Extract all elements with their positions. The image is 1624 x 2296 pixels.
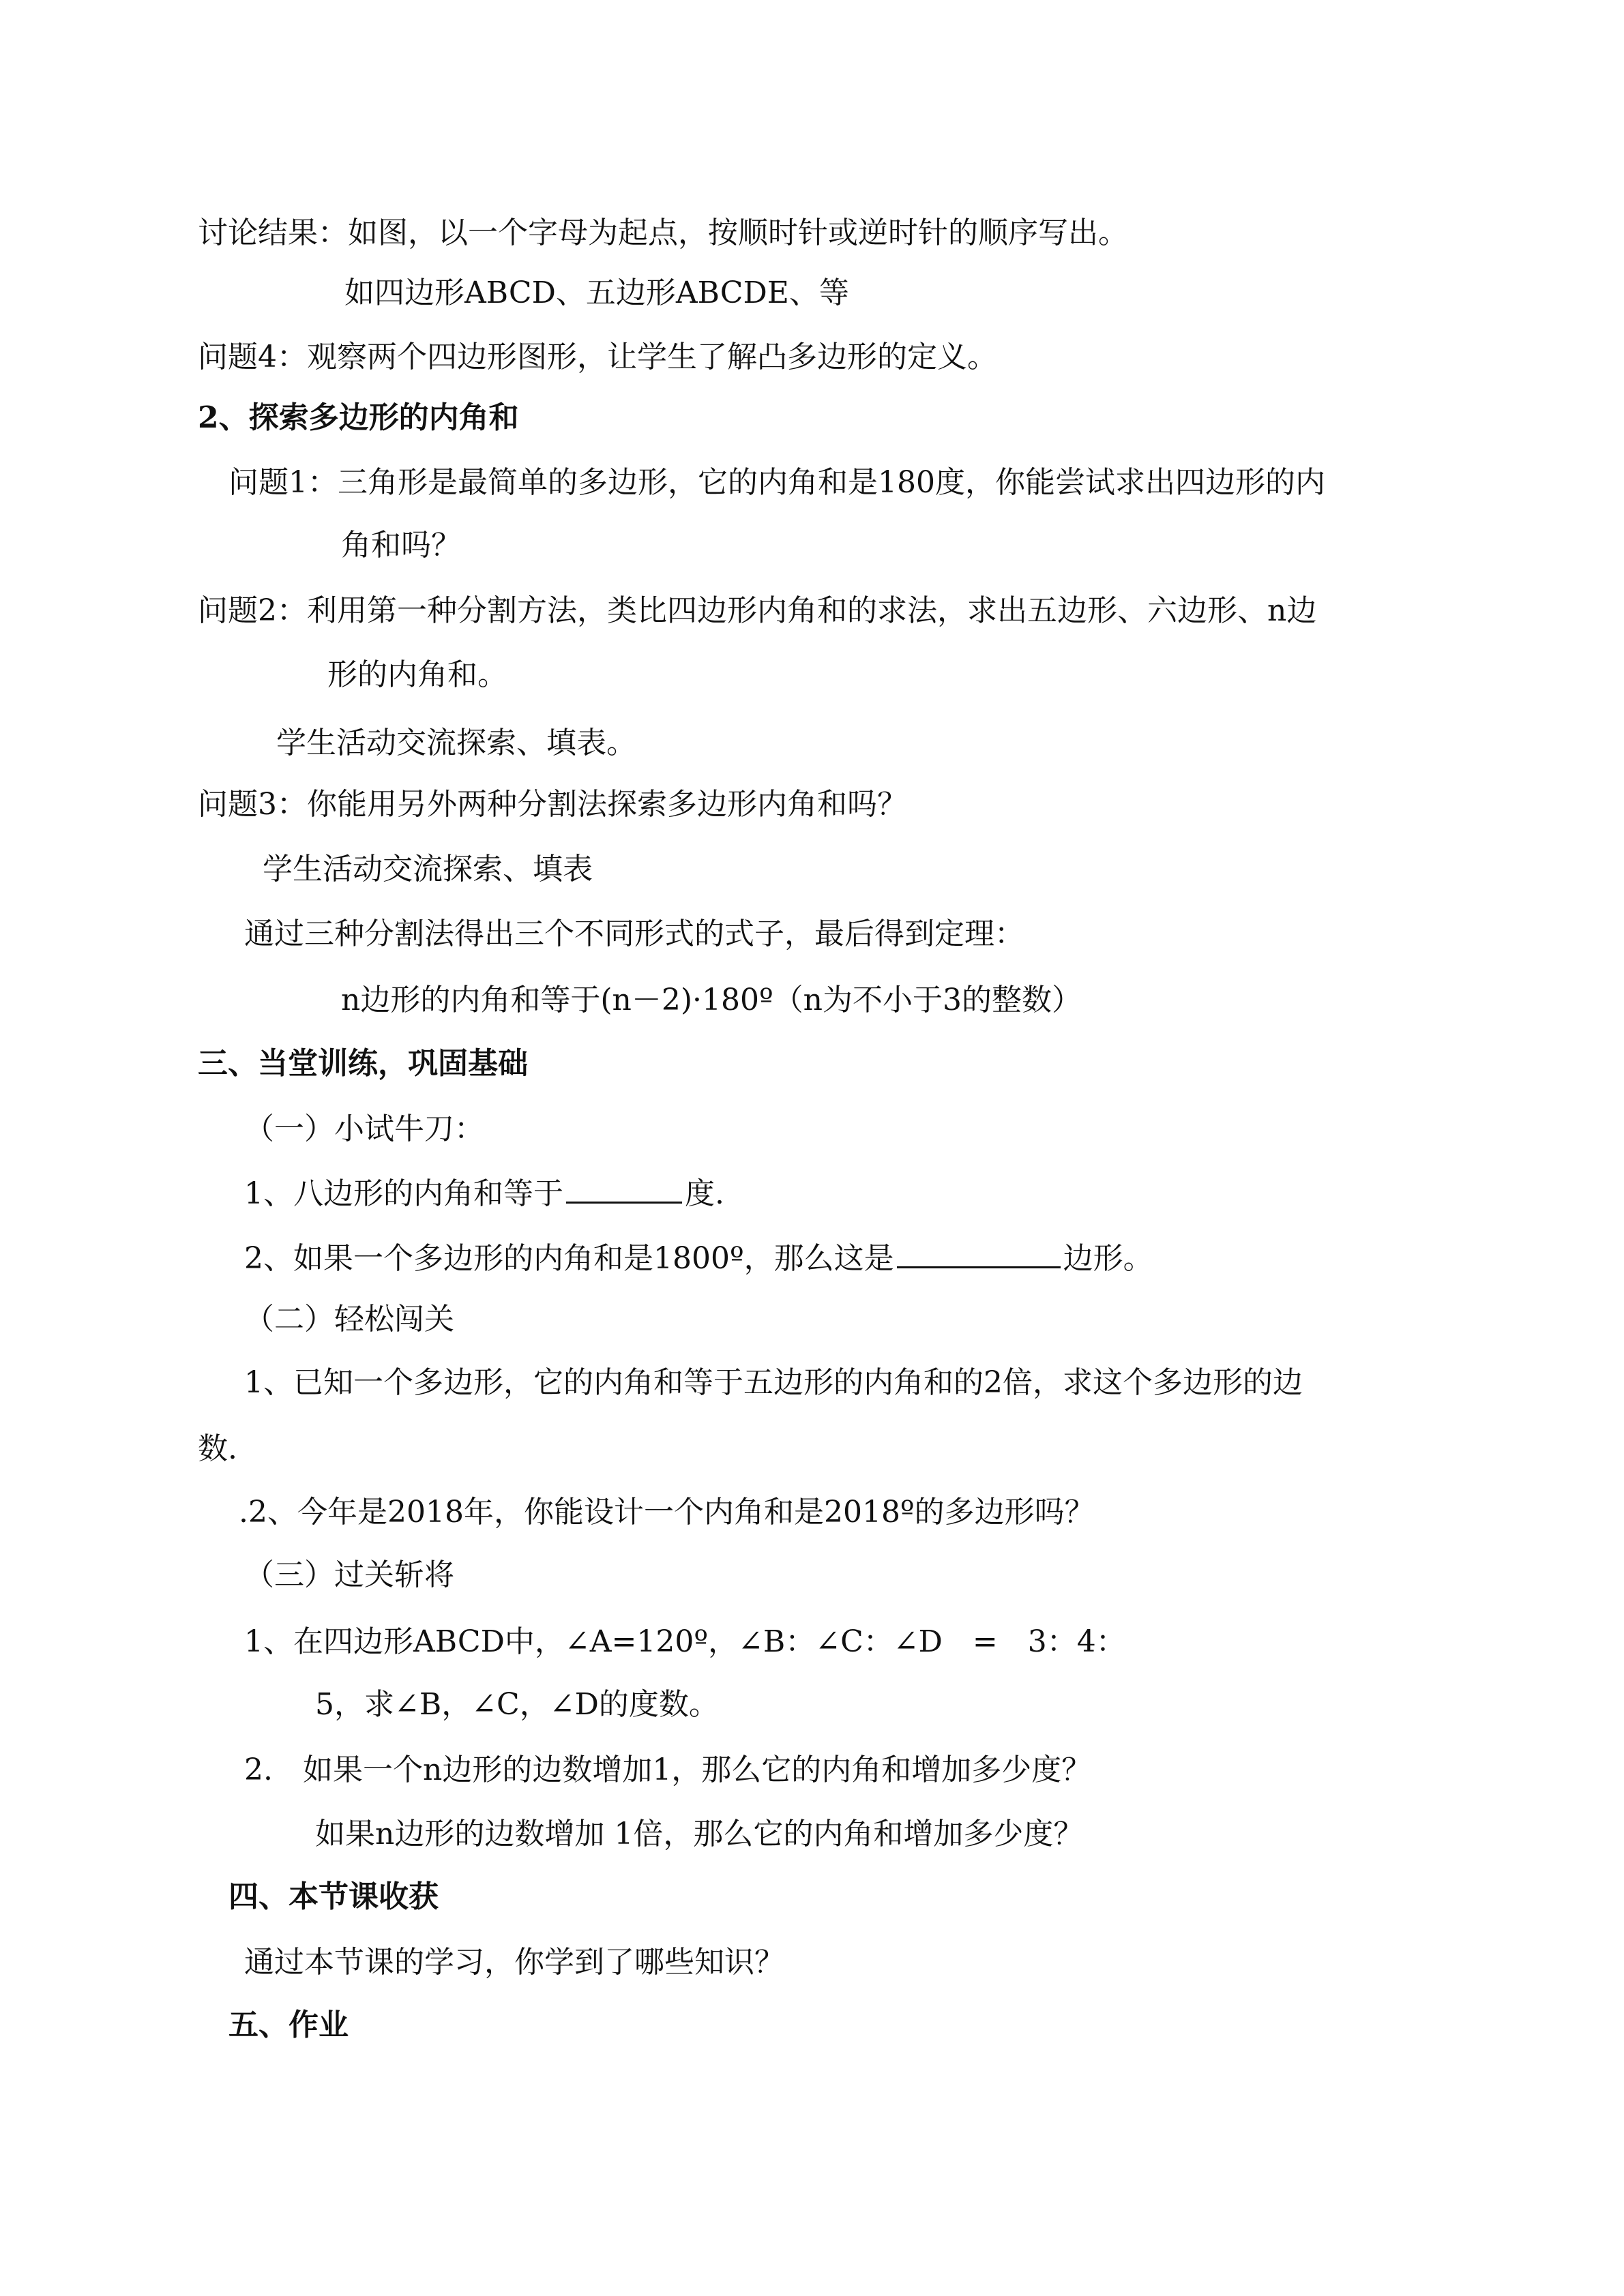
subheading-part-1: （一）小试牛刀： [244, 1112, 484, 1146]
challenge-1-line: 1、已知一个多边形，它的内角和等于五边形的内角和的2倍，求这个多边形的边 [244, 1365, 1303, 1400]
challenge-1-continuation: 数. [198, 1431, 237, 1466]
question-1-line: 问题1：三角形是最简单的多边形，它的内角和是180度，你能尝试求出四边形的内 [228, 465, 1325, 500]
final-1-line: 1、在四边形ABCD中，∠A=120º，∠B：∠C：∠D = 3：4： [244, 1624, 1126, 1659]
theorem-intro-line: 通过三种分割法得出三个不同形式的式子，最后得到定理： [244, 916, 1024, 951]
subheading-part-3: （三）过关斩将 [244, 1557, 454, 1592]
exercise-1-text: 1、八边形的内角和等于 [244, 1176, 563, 1211]
discussion-result-line: 讨论结果：如图，以一个字母为起点，按顺时针或逆时针的顺序写出。 [198, 215, 1128, 250]
challenge-2-line: .2、今年是2018年，你能设计一个内角和是2018º的多边形吗？ [239, 1495, 1095, 1530]
student-activity-line: 学生活动交流探索、填表。 [276, 726, 636, 760]
exercise-1-suffix: 度. [685, 1176, 724, 1211]
exercise-2-suffix: 边形。 [1063, 1241, 1153, 1276]
section-heading-practice: 三、当堂训练，巩固基础 [198, 1046, 528, 1081]
student-activity-line-2: 学生活动交流探索、填表 [263, 852, 593, 886]
final-2-line: 2. 如果一个n边形的边数增加1，那么它的内角和增加多少度？ [244, 1753, 1092, 1787]
exercise-1-line [244, 1172, 724, 1214]
final-1-continuation: 5，求∠B，∠C，∠D的度数。 [315, 1687, 719, 1722]
question-3-line: 问题3：你能用另外两种分割法探索多边形内角和吗？ [198, 787, 907, 822]
question-2-line: 问题2：利用第一种分割方法，类比四边形内角和的求法，求出五边形、六边形、n边 [198, 593, 1317, 628]
subheading-part-2: （二）轻松闯关 [244, 1302, 454, 1337]
question-2-continuation: 形的内角和。 [327, 657, 507, 692]
section-heading-interior-angles: 2、探索多边形的内角和 [198, 400, 519, 435]
section-heading-homework: 五、作业 [228, 2008, 349, 2042]
answer-blank [897, 1236, 1061, 1268]
section-heading-takeaways: 四、本节课收获 [228, 1879, 439, 1914]
example-line: 如四边形ABCD、五边形ABCDE、等 [344, 275, 849, 310]
takeaways-line: 通过本节课的学习，你学到了哪些知识？ [244, 1945, 784, 1980]
theorem-line: n边形的内角和等于(n－2)·180º（n为不小于3的整数） [341, 983, 1082, 1017]
exercise-2-text: 2、如果一个多边形的内角和是1800º，那么这是 [244, 1241, 894, 1276]
exercise-2-line [244, 1236, 1153, 1279]
question-4-line: 问题4：观察两个四边形图形，让学生了解凸多边形的定义。 [198, 340, 997, 374]
final-2-continuation: 如果n边形的边数增加 1倍，那么它的内角和增加多少度？ [315, 1817, 1084, 1851]
question-1-continuation: 角和吗？ [341, 528, 461, 563]
answer-blank [566, 1172, 682, 1204]
